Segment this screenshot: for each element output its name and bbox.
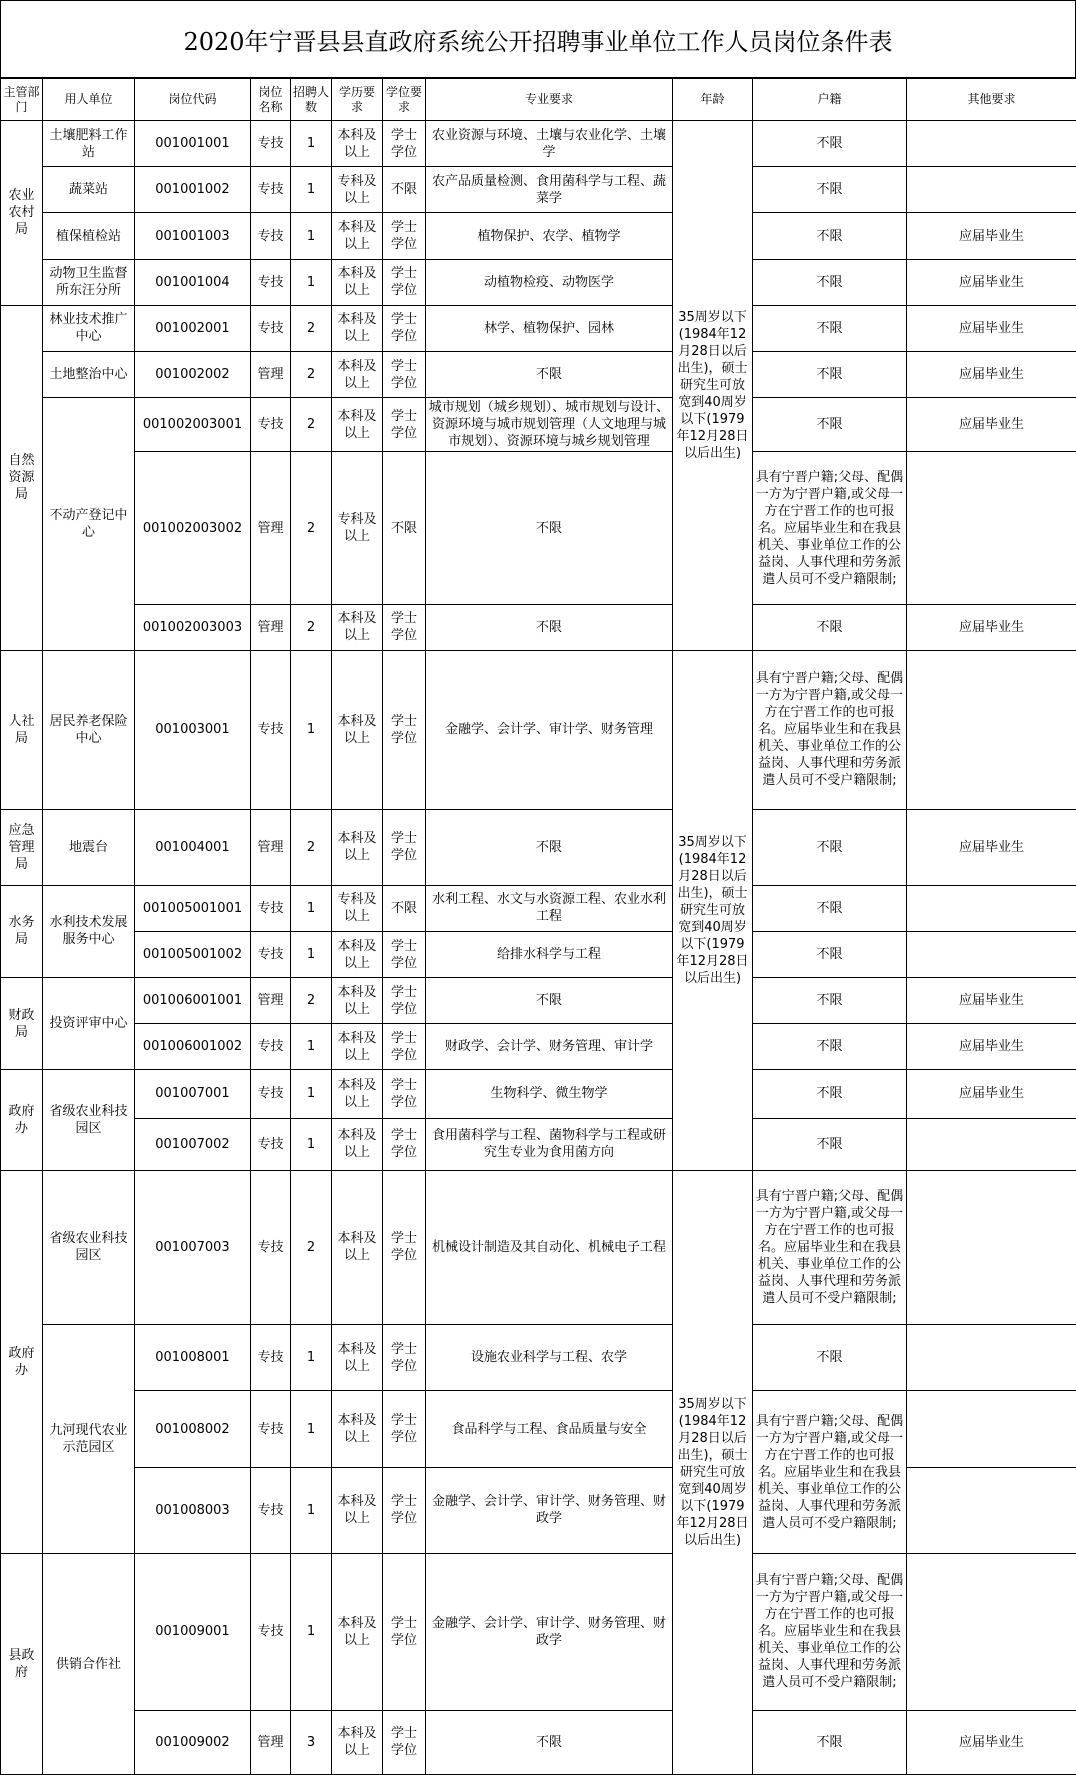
header-code: 岗位代码 [135, 79, 251, 121]
other-cell: 应届毕业生 [907, 978, 1076, 1024]
code-cell: 001007001 [135, 1070, 251, 1118]
education-cell: 本科及以上 [332, 259, 383, 305]
dept-cell: 政府办 [1, 1070, 43, 1170]
position-cell: 专技 [251, 931, 291, 977]
code-cell: 001001002 [135, 167, 251, 213]
position-cell: 管理 [251, 809, 291, 885]
code-cell: 001001001 [135, 121, 251, 167]
position-cell: 专技 [251, 398, 291, 452]
header-major: 专业要求 [426, 79, 673, 121]
education-cell: 本科及以上 [332, 305, 383, 351]
number-cell: 1 [291, 167, 332, 213]
number-cell: 2 [291, 452, 332, 605]
other-cell [907, 1170, 1076, 1325]
major-cell: 金融学、会计学、审计学、财务管理、财政学 [426, 1554, 673, 1711]
position-cell: 专技 [251, 1170, 291, 1325]
degree-cell: 学士学位 [383, 1170, 426, 1325]
unit-cell: 地震台 [43, 809, 135, 885]
major-cell: 城市规划（城乡规划）、城市规划与设计、资源环境与城市规划管理（人文地理与城市规划）、资源环境与城乡规划管理 [426, 398, 673, 452]
age-cell: 35周岁以下(1984年12月28日以后出生)，硕士研究生可放宽到40周岁以下(1979年12月28日以后出生) [673, 1170, 753, 1774]
education-cell: 本科及以上 [332, 1710, 383, 1774]
header-other: 其他要求 [907, 79, 1076, 121]
page-title: 2020年宁晋县县直政府系统公开招聘事业单位工作人员岗位条件表 [0, 0, 1076, 78]
number-cell: 2 [291, 809, 332, 885]
position-cell: 专技 [251, 650, 291, 809]
degree-cell: 学士学位 [383, 809, 426, 885]
position-cell: 专技 [251, 1070, 291, 1118]
code-cell: 001007002 [135, 1118, 251, 1170]
major-cell: 农业资源与环境、土壤与农业化学、土壤学 [426, 121, 673, 167]
dept-cell: 自然资源局 [1, 305, 43, 650]
education-cell: 专科及以上 [332, 167, 383, 213]
unit-cell: 九河现代农业示范园区 [43, 1325, 135, 1554]
header-number: 招聘人数 [291, 79, 332, 121]
other-cell: 应届毕业生 [907, 213, 1076, 259]
position-cell: 专技 [251, 885, 291, 931]
major-cell: 不限 [426, 809, 673, 885]
number-cell: 1 [291, 213, 332, 259]
hukou-cell: 不限 [753, 604, 907, 650]
education-cell: 本科及以上 [332, 1391, 383, 1467]
other-cell [907, 121, 1076, 167]
table-row [1, 978, 1076, 1024]
degree-cell: 学士学位 [383, 978, 426, 1024]
other-cell: 应届毕业生 [907, 305, 1076, 351]
number-cell: 1 [291, 1391, 332, 1467]
education-cell: 本科及以上 [332, 809, 383, 885]
education-cell: 本科及以上 [332, 604, 383, 650]
table-row [1, 650, 1076, 809]
dept-cell: 农业农村局 [1, 121, 43, 306]
other-cell: 应届毕业生 [907, 351, 1076, 397]
header-age: 年龄 [673, 79, 753, 121]
other-cell [907, 167, 1076, 213]
degree-cell: 不限 [383, 452, 426, 605]
position-cell: 专技 [251, 1118, 291, 1170]
education-cell: 本科及以上 [332, 931, 383, 977]
position-cell: 管理 [251, 1710, 291, 1774]
unit-cell: 省级农业科技园区 [43, 1070, 135, 1170]
code-cell: 001001004 [135, 259, 251, 305]
hukou-cell: 不限 [753, 885, 907, 931]
other-cell [907, 931, 1076, 977]
table-row [1, 1070, 1076, 1118]
degree-cell: 学士学位 [383, 305, 426, 351]
table-row [1, 351, 1076, 397]
major-cell: 水利工程、水文与水资源工程、农业水利工程 [426, 885, 673, 931]
position-cell: 专技 [251, 121, 291, 167]
degree-cell: 学士学位 [383, 1070, 426, 1118]
other-cell: 应届毕业生 [907, 1070, 1076, 1118]
code-cell: 001002003001 [135, 398, 251, 452]
major-cell: 设施农业科学与工程、农学 [426, 1325, 673, 1391]
hukou-cell: 不限 [753, 1024, 907, 1070]
code-cell: 001002001 [135, 305, 251, 351]
position-cell: 专技 [251, 1325, 291, 1391]
unit-cell: 居民养老保险中心 [43, 650, 135, 809]
table-row [1, 259, 1076, 305]
number-cell: 1 [291, 1070, 332, 1118]
hukou-cell: 不限 [753, 1710, 907, 1774]
code-cell: 001005001001 [135, 885, 251, 931]
major-cell: 食品科学与工程、食品质量与安全 [426, 1391, 673, 1467]
hukou-cell: 不限 [753, 1325, 907, 1391]
education-cell: 本科及以上 [332, 1024, 383, 1070]
code-cell: 001002002 [135, 351, 251, 397]
other-cell [907, 1118, 1076, 1170]
major-cell: 林学、植物保护、园林 [426, 305, 673, 351]
positions-table [0, 78, 1076, 1775]
degree-cell: 学士学位 [383, 1467, 426, 1553]
table-row [1, 604, 1076, 650]
code-cell: 001002003002 [135, 452, 251, 605]
degree-cell: 学士学位 [383, 1391, 426, 1467]
code-cell: 001007003 [135, 1170, 251, 1325]
number-cell: 2 [291, 978, 332, 1024]
degree-cell: 学士学位 [383, 650, 426, 809]
degree-cell: 不限 [383, 167, 426, 213]
degree-cell: 学士学位 [383, 1024, 426, 1070]
hukou-cell: 不限 [753, 305, 907, 351]
table-row [1, 1325, 1076, 1391]
education-cell: 本科及以上 [332, 1325, 383, 1391]
degree-cell: 学士学位 [383, 1554, 426, 1711]
table-row [1, 885, 1076, 931]
code-cell: 001008003 [135, 1467, 251, 1553]
major-cell: 金融学、会计学、审计学、财务管理 [426, 650, 673, 809]
table-row [1, 213, 1076, 259]
header-position: 岗位名称 [251, 79, 291, 121]
education-cell: 专科及以上 [332, 452, 383, 605]
major-cell: 不限 [426, 351, 673, 397]
dept-cell: 应急管理局 [1, 809, 43, 885]
position-cell: 管理 [251, 978, 291, 1024]
major-cell: 植物保护、农学、植物学 [426, 213, 673, 259]
other-cell [907, 885, 1076, 931]
degree-cell: 学士学位 [383, 259, 426, 305]
unit-cell: 省级农业科技园区 [43, 1170, 135, 1325]
hukou-cell: 具有宁晋户籍;父母、配偶一方为宁晋户籍,或父母一方在宁晋工作的也可报名。应届毕业生和在我县机关、事业单位工作的公益岗、人事代理和劳务派遣人员可不受户籍限制; [753, 1391, 907, 1554]
hukou-cell: 不限 [753, 1118, 907, 1170]
unit-cell: 不动产登记中心 [43, 398, 135, 651]
education-cell: 本科及以上 [332, 1467, 383, 1553]
other-cell: 应届毕业生 [907, 1710, 1076, 1774]
number-cell: 1 [291, 1118, 332, 1170]
unit-cell: 蔬菜站 [43, 167, 135, 213]
code-cell: 001008001 [135, 1325, 251, 1391]
position-cell: 专技 [251, 1391, 291, 1467]
other-cell: 应届毕业生 [907, 259, 1076, 305]
table-row [1, 167, 1076, 213]
unit-cell: 投资评审中心 [43, 978, 135, 1070]
degree-cell: 学士学位 [383, 1710, 426, 1774]
education-cell: 本科及以上 [332, 213, 383, 259]
position-cell: 管理 [251, 604, 291, 650]
education-cell: 本科及以上 [332, 1070, 383, 1118]
position-cell: 专技 [251, 1554, 291, 1711]
dept-cell: 政府办 [1, 1170, 43, 1553]
header-dept: 主管部门 [1, 79, 43, 121]
table-row [1, 809, 1076, 885]
education-cell: 专科及以上 [332, 885, 383, 931]
hukou-cell: 具有宁晋户籍;父母、配偶一方为宁晋户籍,或父母一方在宁晋工作的也可报名。应届毕业生和在我县机关、事业单位工作的公益岗、人事代理和劳务派遣人员可不受户籍限制; [753, 1554, 907, 1711]
unit-cell: 土地整治中心 [43, 351, 135, 397]
degree-cell: 不限 [383, 885, 426, 931]
hukou-cell: 具有宁晋户籍;父母、配偶一方为宁晋户籍,或父母一方在宁晋工作的也可报名。应届毕业生和在我县机关、事业单位工作的公益岗、人事代理和劳务派遣人员可不受户籍限制; [753, 452, 907, 605]
header-unit: 用人单位 [43, 79, 135, 121]
degree-cell: 学士学位 [383, 351, 426, 397]
major-cell: 不限 [426, 604, 673, 650]
number-cell: 1 [291, 121, 332, 167]
number-cell: 2 [291, 604, 332, 650]
number-cell: 2 [291, 398, 332, 452]
unit-cell: 水利技术发展服务中心 [43, 885, 135, 977]
education-cell: 本科及以上 [332, 121, 383, 167]
header-hukou: 户籍 [753, 79, 907, 121]
degree-cell: 学士学位 [383, 931, 426, 977]
position-cell: 专技 [251, 1467, 291, 1553]
hukou-cell: 不限 [753, 351, 907, 397]
code-cell: 001006001001 [135, 978, 251, 1024]
unit-cell: 植保植检站 [43, 213, 135, 259]
table-row [1, 305, 1076, 351]
other-cell [907, 1467, 1076, 1553]
major-cell: 农产品质量检测、食用菌科学与工程、蔬菜学 [426, 167, 673, 213]
other-cell [907, 1391, 1076, 1467]
table-row [1, 1467, 1076, 1553]
table-row [1, 931, 1076, 977]
education-cell: 本科及以上 [332, 978, 383, 1024]
code-cell: 001006001002 [135, 1024, 251, 1070]
table-row [1, 1170, 1076, 1325]
major-cell: 不限 [426, 452, 673, 605]
degree-cell: 学士学位 [383, 121, 426, 167]
number-cell: 1 [291, 1024, 332, 1070]
education-cell: 本科及以上 [332, 398, 383, 452]
hukou-cell: 不限 [753, 1070, 907, 1118]
position-cell: 专技 [251, 213, 291, 259]
unit-cell: 土壤肥料工作站 [43, 121, 135, 167]
code-cell: 001004001 [135, 809, 251, 885]
degree-cell: 学士学位 [383, 604, 426, 650]
unit-cell: 供销合作社 [43, 1554, 135, 1775]
position-cell: 专技 [251, 1024, 291, 1070]
table-row [1, 121, 1076, 167]
table-row [1, 1554, 1076, 1711]
number-cell: 2 [291, 305, 332, 351]
table-row [1, 1391, 1076, 1467]
other-cell: 应届毕业生 [907, 1024, 1076, 1070]
hukou-cell: 不限 [753, 398, 907, 452]
other-cell [907, 452, 1076, 605]
number-cell: 1 [291, 885, 332, 931]
number-cell: 1 [291, 1325, 332, 1391]
table-header-row [1, 79, 1076, 121]
hukou-cell: 不限 [753, 167, 907, 213]
code-cell: 001009001 [135, 1554, 251, 1711]
other-cell [907, 650, 1076, 809]
number-cell: 1 [291, 1554, 332, 1711]
degree-cell: 学士学位 [383, 398, 426, 452]
code-cell: 001008002 [135, 1391, 251, 1467]
code-cell: 001009002 [135, 1710, 251, 1774]
degree-cell: 学士学位 [383, 213, 426, 259]
hukou-cell: 不限 [753, 931, 907, 977]
hukou-cell: 具有宁晋户籍;父母、配偶一方为宁晋户籍,或父母一方在宁晋工作的也可报名。应届毕业生和在我县机关、事业单位工作的公益岗、人事代理和劳务派遣人员可不受户籍限制; [753, 1170, 907, 1325]
code-cell: 001003001 [135, 650, 251, 809]
age-cell: 35周岁以下(1984年12月28日以后出生)，硕士研究生可放宽到40周岁以下(1979年12月28日以后出生) [673, 121, 753, 651]
number-cell: 2 [291, 351, 332, 397]
degree-cell: 学士学位 [383, 1118, 426, 1170]
other-cell: 应届毕业生 [907, 398, 1076, 452]
code-cell: 001005001002 [135, 931, 251, 977]
number-cell: 1 [291, 1467, 332, 1553]
position-cell: 管理 [251, 351, 291, 397]
dept-cell: 水务局 [1, 885, 43, 977]
unit-cell: 动物卫生监督所东汪分所 [43, 259, 135, 305]
education-cell: 本科及以上 [332, 1554, 383, 1711]
major-cell: 财政学、会计学、财务管理、审计学 [426, 1024, 673, 1070]
position-cell: 专技 [251, 259, 291, 305]
other-cell [907, 1325, 1076, 1391]
major-cell: 不限 [426, 1710, 673, 1774]
hukou-cell: 不限 [753, 978, 907, 1024]
unit-cell: 林业技术推广中心 [43, 305, 135, 351]
table-row [1, 1118, 1076, 1170]
number-cell: 3 [291, 1710, 332, 1774]
code-cell: 001001003 [135, 213, 251, 259]
dept-cell: 人社局 [1, 650, 43, 809]
hukou-cell: 不限 [753, 259, 907, 305]
major-cell: 金融学、会计学、审计学、财务管理、财政学 [426, 1467, 673, 1553]
position-cell: 专技 [251, 305, 291, 351]
table-row [1, 398, 1076, 452]
major-cell: 给排水科学与工程 [426, 931, 673, 977]
major-cell: 生物科学、微生物学 [426, 1070, 673, 1118]
table-row [1, 1710, 1076, 1774]
other-cell: 应届毕业生 [907, 809, 1076, 885]
major-cell: 食用菌科学与工程、菌物科学与工程或研究生专业为食用菌方向 [426, 1118, 673, 1170]
table-row [1, 1024, 1076, 1070]
header-degree: 学位要求 [383, 79, 426, 121]
education-cell: 本科及以上 [332, 1118, 383, 1170]
other-cell [907, 1554, 1076, 1711]
position-cell: 专技 [251, 167, 291, 213]
number-cell: 2 [291, 1170, 332, 1325]
number-cell: 1 [291, 259, 332, 305]
age-cell: 35周岁以下(1984年12月28日以后出生)，硕士研究生可放宽到40周岁以下(1979年12月28日以后出生) [673, 650, 753, 1170]
degree-cell: 学士学位 [383, 1325, 426, 1391]
dept-cell: 财政局 [1, 978, 43, 1070]
hukou-cell: 不限 [753, 121, 907, 167]
education-cell: 本科及以上 [332, 1170, 383, 1325]
header-education: 学历要求 [332, 79, 383, 121]
major-cell: 机械设计制造及其自动化、机械电子工程 [426, 1170, 673, 1325]
code-cell: 001002003003 [135, 604, 251, 650]
hukou-cell: 不限 [753, 213, 907, 259]
number-cell: 1 [291, 931, 332, 977]
dept-cell: 县政府 [1, 1554, 43, 1775]
major-cell: 动植物检疫、动物医学 [426, 259, 673, 305]
position-cell: 管理 [251, 452, 291, 605]
table-row [1, 452, 1076, 605]
hukou-cell: 不限 [753, 809, 907, 885]
number-cell: 1 [291, 650, 332, 809]
other-cell: 应届毕业生 [907, 604, 1076, 650]
major-cell: 不限 [426, 978, 673, 1024]
education-cell: 本科及以上 [332, 351, 383, 397]
education-cell: 本科及以上 [332, 650, 383, 809]
hukou-cell: 具有宁晋户籍;父母、配偶一方为宁晋户籍,或父母一方在宁晋工作的也可报名。应届毕业生和在我县机关、事业单位工作的公益岗、人事代理和劳务派遣人员可不受户籍限制; [753, 650, 907, 809]
